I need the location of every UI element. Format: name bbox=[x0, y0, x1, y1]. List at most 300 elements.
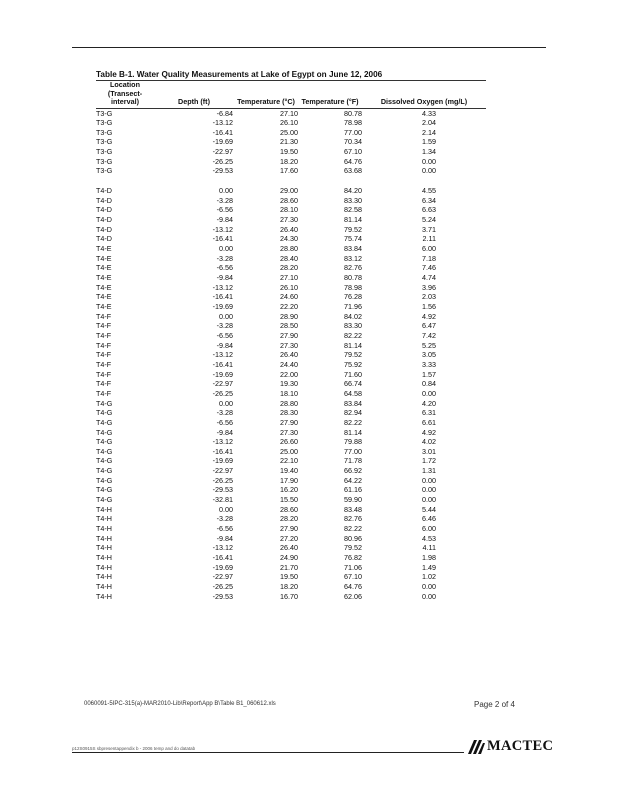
cell-location: T4-D bbox=[96, 205, 112, 215]
cell-location: T4-D bbox=[96, 234, 112, 244]
cell-depth: -9.84 bbox=[216, 533, 233, 543]
row-padding-cell bbox=[438, 302, 486, 312]
cell-depth: -19.69 bbox=[212, 562, 233, 572]
row-padding-cell bbox=[438, 273, 486, 283]
cell-location: T4-E bbox=[96, 253, 112, 263]
row-padding-cell bbox=[438, 196, 486, 206]
cell-dissolved-oxygen: 1.57 bbox=[422, 369, 436, 379]
row-padding-cell bbox=[438, 466, 486, 476]
cell-depth: -13.12 bbox=[212, 118, 233, 128]
cell-dissolved-oxygen: 4.20 bbox=[422, 398, 436, 408]
row-padding-cell bbox=[438, 254, 486, 264]
row-padding-cell bbox=[438, 350, 486, 360]
cell-location: T4-H bbox=[96, 524, 112, 534]
header-rule bbox=[72, 47, 546, 48]
cell-dissolved-oxygen: 0.00 bbox=[422, 582, 436, 591]
cell-location: T4-H bbox=[96, 572, 112, 582]
cell-temp-c: 15.50 bbox=[280, 495, 298, 505]
cell-dissolved-oxygen: 0.00 bbox=[422, 495, 436, 505]
cell-temp-f: 63.68 bbox=[344, 166, 362, 176]
table-row bbox=[96, 118, 486, 128]
cell-depth: -6.56 bbox=[216, 330, 233, 340]
row-padding-cell bbox=[438, 215, 486, 225]
cell-temp-c: 27.30 bbox=[280, 340, 298, 350]
cell-dissolved-oxygen: 7.18 bbox=[422, 253, 436, 263]
cell-depth: -26.25 bbox=[212, 582, 233, 591]
cell-temp-f: 83.30 bbox=[344, 195, 362, 205]
cell-depth: -6.56 bbox=[216, 524, 233, 534]
mactec-logo bbox=[466, 738, 553, 755]
cell-depth: -19.69 bbox=[212, 137, 233, 147]
cell-temp-c: 25.00 bbox=[280, 127, 298, 137]
row-padding-cell bbox=[438, 592, 486, 602]
cell-location: T3-G bbox=[96, 118, 113, 128]
cell-dissolved-oxygen: 7.42 bbox=[422, 330, 436, 340]
cell-temp-c: 28.50 bbox=[280, 321, 298, 331]
table-row bbox=[96, 225, 486, 235]
table-row bbox=[96, 543, 486, 553]
cell-dissolved-oxygen: 2.03 bbox=[422, 292, 436, 302]
cell-temp-c: 22.20 bbox=[280, 301, 298, 311]
column-header-temp-c: Temperature (°C) bbox=[234, 81, 298, 108]
cell-temp-f: 82.22 bbox=[344, 524, 362, 534]
row-padding-cell bbox=[438, 312, 486, 322]
table-row bbox=[96, 137, 486, 147]
cell-dissolved-oxygen: 3.01 bbox=[422, 446, 436, 456]
cell-temp-c: 27.90 bbox=[280, 330, 298, 340]
cell-depth: -16.41 bbox=[212, 234, 233, 244]
table-row bbox=[96, 321, 486, 331]
cell-dissolved-oxygen: 1.72 bbox=[422, 456, 436, 466]
cell-location: T4-F bbox=[96, 321, 112, 331]
table-row bbox=[96, 466, 486, 476]
table-row bbox=[96, 485, 486, 495]
row-padding-cell bbox=[438, 225, 486, 235]
cell-temp-c: 21.30 bbox=[280, 137, 298, 147]
table-row bbox=[96, 524, 486, 534]
cell-temp-c: 26.40 bbox=[280, 224, 298, 234]
cell-depth: -9.84 bbox=[216, 215, 233, 225]
cell-temp-c: 27.20 bbox=[280, 533, 298, 543]
cell-temp-c: 28.40 bbox=[280, 253, 298, 263]
cell-dissolved-oxygen: 0.00 bbox=[422, 475, 436, 485]
row-padding-cell bbox=[438, 534, 486, 544]
cell-temp-f: 84.02 bbox=[344, 311, 362, 321]
row-padding-cell bbox=[438, 553, 486, 563]
cell-temp-c: 19.50 bbox=[280, 572, 298, 582]
cell-depth: -16.41 bbox=[212, 127, 233, 137]
row-padding-cell bbox=[438, 543, 486, 553]
cell-dissolved-oxygen: 6.61 bbox=[422, 417, 436, 427]
cell-temp-c: 27.10 bbox=[280, 273, 298, 282]
row-padding-cell bbox=[438, 476, 486, 486]
column-header-temp-f: Temperature (°F) bbox=[298, 81, 362, 108]
cell-location: T4-H bbox=[96, 562, 112, 572]
cell-location: T4-G bbox=[96, 398, 113, 408]
table-row bbox=[96, 572, 486, 582]
cell-temp-c: 19.40 bbox=[280, 466, 298, 476]
table-row bbox=[96, 495, 486, 505]
row-padding-cell bbox=[438, 524, 486, 534]
cell-depth: -13.12 bbox=[212, 543, 233, 553]
cell-location: T4-E bbox=[96, 244, 112, 254]
cell-location: T4-E bbox=[96, 263, 112, 273]
cell-temp-f: 70.34 bbox=[344, 137, 362, 147]
cell-temp-c: 27.90 bbox=[280, 417, 298, 427]
cell-temp-f: 64.22 bbox=[344, 475, 362, 485]
cell-temp-f: 78.98 bbox=[344, 118, 362, 128]
cell-dissolved-oxygen: 0.84 bbox=[422, 379, 436, 389]
cell-depth: -32.81 bbox=[212, 495, 233, 505]
table-row bbox=[96, 312, 486, 322]
cell-temp-c: 27.30 bbox=[280, 215, 298, 225]
cell-dissolved-oxygen: 1.59 bbox=[422, 137, 436, 147]
cell-temp-f: 67.10 bbox=[344, 147, 362, 157]
row-padding-cell bbox=[438, 283, 486, 293]
cell-depth: -16.41 bbox=[212, 553, 233, 563]
cell-depth: 0.00 bbox=[219, 311, 233, 321]
footer-rule bbox=[72, 752, 464, 753]
cell-temp-f: 71.78 bbox=[344, 456, 362, 466]
cell-temp-f: 79.52 bbox=[344, 543, 362, 553]
cell-temp-c: 22.10 bbox=[280, 456, 298, 466]
cell-depth: 0.00 bbox=[219, 186, 233, 196]
row-padding-cell bbox=[438, 514, 486, 524]
cell-location: T4-F bbox=[96, 311, 112, 321]
cell-depth: -13.12 bbox=[212, 437, 233, 447]
cell-dissolved-oxygen: 1.98 bbox=[422, 553, 436, 563]
cell-temp-f: 71.96 bbox=[344, 301, 362, 311]
cell-depth: -6.56 bbox=[216, 205, 233, 215]
cell-depth: -6.56 bbox=[216, 417, 233, 427]
cell-temp-f: 82.94 bbox=[344, 408, 362, 418]
cell-dissolved-oxygen: 4.92 bbox=[422, 311, 436, 321]
cell-temp-c: 28.20 bbox=[280, 263, 298, 273]
row-padding-cell bbox=[438, 263, 486, 273]
cell-depth: -13.12 bbox=[212, 350, 233, 360]
table-row bbox=[96, 456, 486, 466]
cell-temp-c: 17.60 bbox=[280, 166, 298, 176]
cell-depth: -3.28 bbox=[216, 253, 233, 263]
row-padding-cell bbox=[438, 447, 486, 457]
cell-dissolved-oxygen: 2.14 bbox=[422, 127, 436, 137]
cell-temp-c: 16.70 bbox=[280, 591, 298, 601]
cell-depth: -16.41 bbox=[212, 446, 233, 456]
cell-dissolved-oxygen: 6.34 bbox=[422, 195, 436, 205]
cell-dissolved-oxygen: 1.34 bbox=[422, 147, 436, 157]
row-padding-cell bbox=[438, 418, 486, 428]
table-row bbox=[96, 263, 486, 273]
row-padding-cell bbox=[438, 505, 486, 515]
cell-dissolved-oxygen: 5.44 bbox=[422, 504, 436, 514]
footer-small-text: p12S0915S sbpresentappendix b - 2006 temp and do datatab bbox=[72, 746, 196, 751]
table-row bbox=[96, 370, 486, 380]
cell-depth: 0.00 bbox=[219, 398, 233, 408]
cell-depth: -6.84 bbox=[216, 108, 233, 118]
cell-location: T4-E bbox=[96, 292, 112, 302]
cell-depth: -16.41 bbox=[212, 359, 233, 369]
cell-temp-f: 77.00 bbox=[344, 127, 362, 137]
cell-depth: -29.53 bbox=[212, 591, 233, 601]
row-padding-cell bbox=[438, 485, 486, 495]
cell-location: T4-H bbox=[96, 553, 112, 563]
row-padding-cell bbox=[438, 370, 486, 380]
cell-location: T4-E bbox=[96, 301, 112, 311]
table-row bbox=[96, 341, 486, 351]
cell-dissolved-oxygen: 1.56 bbox=[422, 301, 436, 311]
column-header-location: Location (Transect-interval) bbox=[96, 81, 154, 108]
cell-location: T4-D bbox=[96, 224, 112, 234]
cell-location: T4-F bbox=[96, 379, 112, 389]
table-header-row bbox=[96, 81, 486, 108]
cell-dissolved-oxygen: 0.00 bbox=[422, 388, 436, 398]
cell-location: T4-E bbox=[96, 273, 112, 282]
table-row bbox=[96, 592, 486, 602]
row-padding-cell bbox=[438, 389, 486, 399]
cell-temp-c: 21.70 bbox=[280, 562, 298, 572]
table-row bbox=[96, 360, 486, 370]
cell-location: T4-G bbox=[96, 408, 113, 418]
cell-temp-f: 81.14 bbox=[344, 427, 362, 437]
cell-temp-f: 83.84 bbox=[344, 398, 362, 408]
cell-temp-c: 28.60 bbox=[280, 195, 298, 205]
cell-temp-c: 16.20 bbox=[280, 485, 298, 495]
table-row bbox=[96, 437, 486, 447]
row-padding-cell bbox=[438, 582, 486, 592]
table-row bbox=[96, 389, 486, 399]
cell-location: T4-G bbox=[96, 475, 113, 485]
cell-location: T3-G bbox=[96, 127, 113, 137]
table-row bbox=[96, 350, 486, 360]
cell-temp-c: 17.90 bbox=[280, 475, 298, 485]
table-title: Table B-1. Water Quality Measurements at Lake of Egypt on June 12, 2006 bbox=[96, 70, 383, 79]
cell-temp-f: 80.78 bbox=[344, 273, 362, 282]
cell-temp-f: 79.88 bbox=[344, 437, 362, 447]
cell-temp-f: 80.78 bbox=[344, 108, 362, 118]
cell-location: T4-H bbox=[96, 504, 112, 514]
cell-dissolved-oxygen: 2.04 bbox=[422, 118, 436, 128]
cell-dissolved-oxygen: 2.11 bbox=[422, 234, 436, 244]
cell-temp-f: 76.28 bbox=[344, 292, 362, 302]
table-row bbox=[96, 147, 486, 157]
cell-temp-c: 26.60 bbox=[280, 437, 298, 447]
cell-temp-f: 66.74 bbox=[344, 379, 362, 389]
cell-location: T4-F bbox=[96, 330, 112, 340]
table-row bbox=[96, 234, 486, 244]
cell-temp-f: 82.22 bbox=[344, 330, 362, 340]
table-row bbox=[96, 292, 486, 302]
cell-dissolved-oxygen: 4.02 bbox=[422, 437, 436, 447]
table-row bbox=[96, 128, 486, 138]
cell-temp-c: 24.90 bbox=[280, 553, 298, 563]
cell-location: T4-H bbox=[96, 514, 112, 524]
cell-temp-f: 64.76 bbox=[344, 156, 362, 166]
cell-temp-c: 27.30 bbox=[280, 427, 298, 437]
cell-temp-c: 28.80 bbox=[280, 398, 298, 408]
cell-dissolved-oxygen: 6.00 bbox=[422, 244, 436, 254]
cell-dissolved-oxygen: 6.00 bbox=[422, 524, 436, 534]
cell-depth: -6.56 bbox=[216, 263, 233, 273]
cell-dissolved-oxygen: 1.49 bbox=[422, 562, 436, 572]
cell-temp-c: 24.60 bbox=[280, 292, 298, 302]
cell-temp-c: 26.10 bbox=[280, 282, 298, 292]
cell-dissolved-oxygen: 4.55 bbox=[422, 186, 436, 196]
cell-temp-c: 18.20 bbox=[280, 582, 298, 591]
cell-depth: -22.97 bbox=[212, 147, 233, 157]
cell-depth: -29.53 bbox=[212, 485, 233, 495]
cell-depth: -3.28 bbox=[216, 408, 233, 418]
row-padding-cell bbox=[438, 118, 486, 128]
cell-depth: -22.97 bbox=[212, 572, 233, 582]
cell-depth: -13.12 bbox=[212, 282, 233, 292]
cell-temp-f: 64.76 bbox=[344, 582, 362, 591]
table-row bbox=[96, 215, 486, 225]
cell-temp-c: 26.40 bbox=[280, 543, 298, 553]
table-row bbox=[96, 108, 486, 118]
mactec-logo-text: MACTEC bbox=[487, 738, 554, 754]
cell-temp-f: 82.76 bbox=[344, 514, 362, 524]
row-padding-cell bbox=[438, 495, 486, 505]
cell-dissolved-oxygen: 6.47 bbox=[422, 321, 436, 331]
row-padding-cell bbox=[438, 331, 486, 341]
cell-dissolved-oxygen: 6.31 bbox=[422, 408, 436, 418]
table-row bbox=[96, 196, 486, 206]
row-padding-cell bbox=[438, 399, 486, 409]
cell-depth: -22.97 bbox=[212, 466, 233, 476]
row-padding-cell bbox=[438, 321, 486, 331]
cell-depth: -19.69 bbox=[212, 369, 233, 379]
cell-location: T4-G bbox=[96, 466, 113, 476]
table-row bbox=[96, 428, 486, 438]
cell-location: T4-H bbox=[96, 533, 112, 543]
row-padding-cell bbox=[438, 147, 486, 157]
row-padding-cell bbox=[438, 166, 486, 176]
cell-temp-f: 71.60 bbox=[344, 369, 362, 379]
cell-depth: -22.97 bbox=[212, 379, 233, 389]
cell-location: T4-F bbox=[96, 340, 112, 350]
water-quality-table bbox=[96, 81, 486, 601]
table-row bbox=[96, 447, 486, 457]
cell-temp-f: 83.12 bbox=[344, 253, 362, 263]
cell-temp-f: 82.22 bbox=[344, 417, 362, 427]
row-padding-cell bbox=[438, 408, 486, 418]
cell-location: T4-D bbox=[96, 186, 112, 196]
cell-location: T4-H bbox=[96, 591, 112, 601]
cell-location: T4-G bbox=[96, 427, 113, 437]
cell-depth: -13.12 bbox=[212, 224, 233, 234]
cell-location: T4-D bbox=[96, 215, 112, 225]
cell-dissolved-oxygen: 0.00 bbox=[422, 166, 436, 176]
cell-depth: -19.69 bbox=[212, 456, 233, 466]
cell-depth: -26.25 bbox=[212, 475, 233, 485]
table-body bbox=[96, 108, 486, 601]
table-row bbox=[96, 273, 486, 283]
footer-file-path: 0060091-5IPC-315(a)-MAR2010-Lib\Report\App B\Table B1_060612.xls bbox=[84, 701, 276, 707]
cell-depth: 0.00 bbox=[219, 244, 233, 254]
row-padding-cell bbox=[438, 157, 486, 167]
cell-location: T4-F bbox=[96, 388, 112, 398]
cell-dissolved-oxygen: 4.11 bbox=[422, 543, 436, 553]
row-padding-cell bbox=[438, 360, 486, 370]
cell-dissolved-oxygen: 6.63 bbox=[422, 205, 436, 215]
cell-temp-f: 61.16 bbox=[344, 485, 362, 495]
cell-dissolved-oxygen: 4.92 bbox=[422, 427, 436, 437]
cell-temp-c: 22.00 bbox=[280, 369, 298, 379]
table-row bbox=[96, 514, 486, 524]
cell-location: T4-D bbox=[96, 195, 112, 205]
table-row bbox=[96, 399, 486, 409]
cell-dissolved-oxygen: 0.00 bbox=[422, 591, 436, 601]
cell-dissolved-oxygen: 3.05 bbox=[422, 350, 436, 360]
cell-location: T4-G bbox=[96, 437, 113, 447]
cell-temp-f: 82.76 bbox=[344, 263, 362, 273]
table-row bbox=[96, 563, 486, 573]
cell-location: T4-F bbox=[96, 369, 112, 379]
cell-temp-c: 25.00 bbox=[280, 446, 298, 456]
cell-temp-f: 84.20 bbox=[344, 186, 362, 196]
cell-temp-f: 64.58 bbox=[344, 388, 362, 398]
cell-temp-c: 24.40 bbox=[280, 359, 298, 369]
cell-temp-c: 26.40 bbox=[280, 350, 298, 360]
cell-temp-f: 81.14 bbox=[344, 340, 362, 350]
spacer-cell bbox=[96, 176, 486, 186]
table-row bbox=[96, 244, 486, 254]
table-row bbox=[96, 157, 486, 167]
footer-page-number: Page 2 of 4 bbox=[474, 700, 515, 709]
cell-depth: -9.84 bbox=[216, 273, 233, 282]
row-padding-cell bbox=[438, 292, 486, 302]
cell-temp-f: 83.48 bbox=[344, 504, 362, 514]
cell-dissolved-oxygen: 5.25 bbox=[422, 340, 436, 350]
row-padding-cell bbox=[438, 572, 486, 582]
cell-temp-f: 79.52 bbox=[344, 350, 362, 360]
cell-location: T3-G bbox=[96, 137, 113, 147]
table-row bbox=[96, 476, 486, 486]
row-padding-cell bbox=[438, 234, 486, 244]
cell-depth: -29.53 bbox=[212, 166, 233, 176]
cell-temp-c: 27.90 bbox=[280, 524, 298, 534]
cell-location: T4-G bbox=[96, 495, 113, 505]
cell-location: T3-G bbox=[96, 147, 113, 157]
row-padding-cell bbox=[438, 205, 486, 215]
cell-location: T4-H bbox=[96, 582, 112, 591]
row-padding-cell bbox=[438, 128, 486, 138]
table-row bbox=[96, 166, 486, 176]
cell-dissolved-oxygen: 4.53 bbox=[422, 533, 436, 543]
row-padding-cell bbox=[438, 437, 486, 447]
row-padding-cell bbox=[438, 563, 486, 573]
cell-dissolved-oxygen: 7.46 bbox=[422, 263, 436, 273]
cell-dissolved-oxygen: 0.00 bbox=[422, 156, 436, 166]
table-row bbox=[96, 582, 486, 592]
row-padding-cell bbox=[438, 186, 486, 196]
cell-temp-f: 81.14 bbox=[344, 215, 362, 225]
cell-temp-c: 19.50 bbox=[280, 147, 298, 157]
cell-temp-f: 66.92 bbox=[344, 466, 362, 476]
row-padding-cell bbox=[438, 137, 486, 147]
row-padding-cell bbox=[438, 428, 486, 438]
cell-temp-c: 27.10 bbox=[280, 108, 298, 118]
cell-dissolved-oxygen: 3.71 bbox=[422, 224, 436, 234]
cell-dissolved-oxygen: 5.24 bbox=[422, 215, 436, 225]
table-row bbox=[96, 254, 486, 264]
cell-temp-c: 24.30 bbox=[280, 234, 298, 244]
cell-location: T4-F bbox=[96, 359, 112, 369]
cell-depth: -9.84 bbox=[216, 340, 233, 350]
cell-temp-c: 29.00 bbox=[280, 186, 298, 196]
cell-temp-c: 28.80 bbox=[280, 244, 298, 254]
table-row bbox=[96, 505, 486, 515]
